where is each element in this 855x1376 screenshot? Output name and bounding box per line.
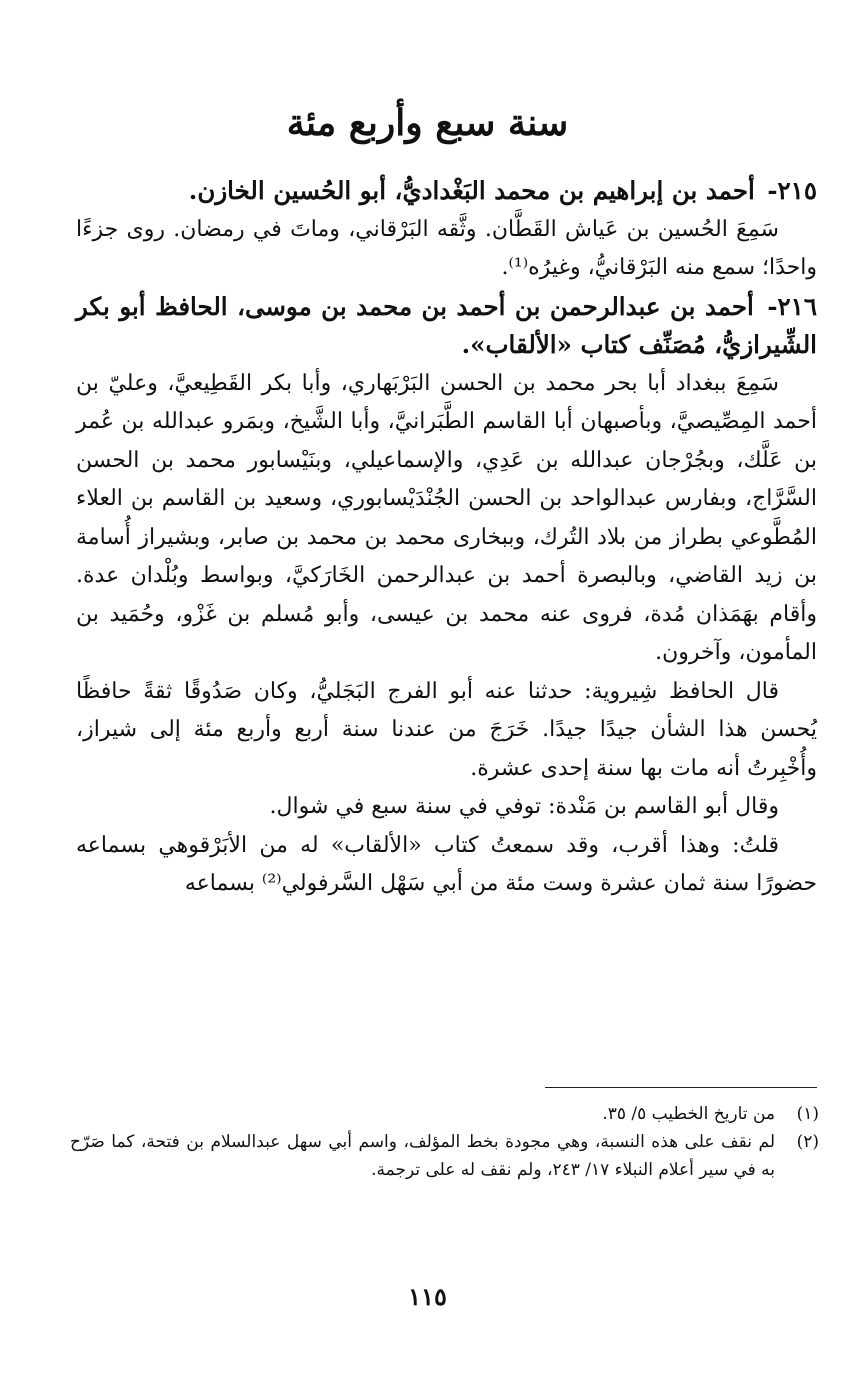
- entry-paragraph: قال الحافظ شِيروية: حدثنا عنه أبو الفرج البَجَليُّ، وكان صَدُوقًا ثقةً حافظًا يُحسن هذا الشأن جيدًا جيدًا. خَرَجَ من عندنا سنة أربع وأربع مئة إلى شيراز، وأُخْبِرتُ أنه مات بها سنة إحدى عشرة.: [76, 678, 817, 781]
- entry-paragraph: سَمِعَ الحُسين بن عَياش القَطَّان. وثَّقه البَرْقاني، وماتَ في رمضان. روى جزءًا واحدًا؛ سمع منه البَرْقانيُّ، وغيرُه⁽¹⁾.: [76, 216, 817, 280]
- page-number: ١١٥: [408, 1282, 447, 1311]
- footnote-text: لم نقف على هذه النسبة، وهي مجودة بخط المؤلف، واسم أبي سهل عبدالسلام بن فتحة، كما صَرّح به في سير أعلام النبلاء ١٧/ ٢٤٣، ولم نقف له على ترجمة.: [70, 1132, 775, 1180]
- entry-name: أحمد بن عبدالرحمن بن أحمد بن محمد بن موسى، الحافظ أبو بكر الشِّيرازيُّ، مُصَنِّف كتاب «الألقاب».: [76, 291, 817, 359]
- entry-title: [76, 172, 817, 211]
- section-heading: سنة سبع وأربع مئة: [286, 102, 569, 144]
- entry-paragraph: سَمِعَ ببغداد أبا بحر محمد بن الحسن البَرْبَهاري، وأبا بكر القَطِيعيَّ، وعليّ بن أحمد المِصِّيصيَّ، وبأصبهان أبا القاسم الطَّبَرانيَّ، وأبا الشَّيخ، وبمَرو عبدالله بن عُمر بن عَلَّك، وبجُرْجان عبدالله بن عَدِي، والإسماعيلي، وبنَيْسابور محمد بن الحسن السَّرَّاج، وبفارس عبدالواحد بن الحسن الجُنْدَيْسابوري، وسعيد بن القاسم بن العلاء المُطَّوعي بطراز من بلاد التُرك، وببخارى محمد بن محمد بن صابر، وبشيراز أُسامة بن زيد القاضي، وبالبصرة أحمد بن عبدالرحمن الخَارَكيَّ، وبواسط وبُلْدان عدة. وأقام بهَمَذان مُدة، فروى عنه محمد بن عيسى، وأبو مُسلم بن غَزْو، وحُمَيد بن المأمون، وآخرون.: [76, 370, 817, 665]
- entry-number: ٢١٦-: [767, 291, 817, 321]
- entry-title: [76, 288, 817, 365]
- biography-entry-216: [76, 288, 817, 904]
- footnote-item: [70, 1100, 819, 1128]
- biography-entry-215: [76, 172, 817, 288]
- footnote-mark: (١): [796, 1104, 819, 1124]
- entry-paragraph: وقال أبو القاسم بن مَنْدة: توفي في سنة سبع في شوال.: [269, 794, 779, 819]
- footnote-item: [70, 1128, 819, 1184]
- footnotes: [70, 1100, 819, 1184]
- entry-name: أحمد بن إبراهيم بن محمد البَغْداديُّ، أبو الحُسين الخازن.: [188, 176, 755, 205]
- entry-paragraph: قلتُ: وهذا أقرب، وقد سمعتُ كتاب «الألقاب» له من الأبَرْقوهي بسماعه حضورًا سنة ثمان عشرة وست مئة من أبي سَهْل السَّرفولي⁽²⁾ بسماعه: [76, 832, 817, 896]
- entry-number: ٢١٥-: [767, 176, 817, 205]
- main-text: [76, 172, 817, 904]
- footnote-divider: [545, 1087, 817, 1088]
- footnote-mark: (٢): [796, 1132, 819, 1152]
- footnote-text: من تاريخ الخطيب ٥/ ٣٥.: [602, 1104, 775, 1124]
